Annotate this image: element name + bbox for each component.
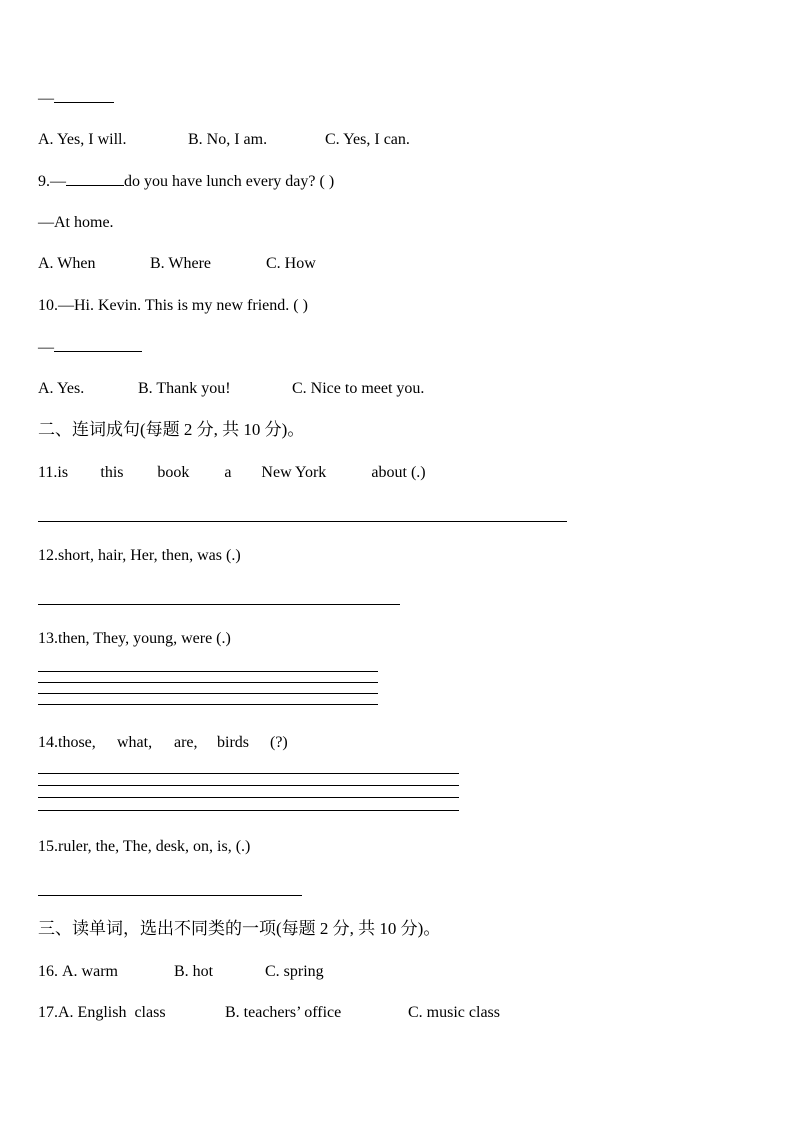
q8-option-c[interactable]: C. Yes, I can. xyxy=(325,131,410,148)
q13-answer-line[interactable] xyxy=(38,693,378,694)
q10-option-a[interactable]: A. Yes. xyxy=(38,380,85,397)
q16-number: 16. xyxy=(38,963,58,980)
q16-option-a[interactable]: A. warm xyxy=(62,963,118,980)
q10-question: 10.—Hi. Kevin. This is my new friend. ( ) xyxy=(38,297,308,314)
q8-options xyxy=(38,130,410,150)
q9-number: 9.— xyxy=(38,173,66,190)
q14-answer-line[interactable] xyxy=(38,773,459,774)
q12-answer-line[interactable] xyxy=(38,604,400,605)
q11-answer-line[interactable] xyxy=(38,521,567,522)
q11-word: is xyxy=(57,464,69,481)
q8-answer-line xyxy=(38,88,114,109)
q14-answer-line[interactable] xyxy=(38,785,459,786)
q11-word: this xyxy=(100,464,124,481)
q14-word: (?) xyxy=(270,734,288,751)
q8-answer-blank[interactable] xyxy=(54,88,114,103)
q13-answer-line[interactable] xyxy=(38,704,378,705)
q14-word: what, xyxy=(117,734,153,751)
q12-question: 12.short, hair, Her, then, was (.) xyxy=(38,547,241,564)
q9-option-a[interactable]: A. When xyxy=(38,255,96,272)
q17-option-a[interactable]: A. English class xyxy=(58,1004,166,1021)
q9-question xyxy=(38,171,334,192)
q8-option-b[interactable]: B. No, I am. xyxy=(188,131,268,148)
q16-option-c[interactable]: C. spring xyxy=(265,963,324,980)
q17-option-b[interactable]: B. teachers’ office xyxy=(225,1004,342,1021)
q11-number: 11. xyxy=(38,464,58,481)
q14-number: 14. xyxy=(38,734,58,751)
q15-answer-line[interactable] xyxy=(38,895,302,896)
section3-title: 三、读单词，选出不同类的一项(每题 2 分, 共 10 分)。 xyxy=(38,919,441,938)
q14-word: birds xyxy=(217,734,249,751)
q10-answer-dash: — xyxy=(38,339,54,356)
q17-question xyxy=(38,1003,500,1023)
q11-word: New York xyxy=(261,464,327,481)
q13-answer-line[interactable] xyxy=(38,682,378,683)
q9-text: do you have lunch every day? ( ) xyxy=(124,173,335,190)
q9-option-b[interactable]: B. Where xyxy=(150,255,212,272)
q14-answer-line[interactable] xyxy=(38,797,459,798)
q14-word: are, xyxy=(174,734,198,751)
q9-option-c[interactable]: C. How xyxy=(266,255,316,272)
section2-title: 二、连词成句(每题 2 分, 共 10 分)。 xyxy=(38,420,305,439)
q14-answer-line[interactable] xyxy=(38,810,459,811)
q8-option-a[interactable]: A. Yes, I will. xyxy=(38,131,127,148)
q15-question: 15.ruler, the, The, desk, on, is, (.) xyxy=(38,838,251,855)
q9-reply: —At home. xyxy=(38,214,114,231)
q11-word: about (.) xyxy=(371,464,426,481)
q10-answer-blank[interactable] xyxy=(54,337,142,352)
q10-option-c[interactable]: C. Nice to meet you. xyxy=(292,380,425,397)
q11-question xyxy=(38,463,426,483)
q17-number: 17. xyxy=(38,1004,58,1021)
q11-word: a xyxy=(224,464,232,481)
q13-question: 13.then, They, young, were (.) xyxy=(38,630,231,647)
q13-answer-line[interactable] xyxy=(38,671,378,672)
q9-blank[interactable] xyxy=(66,171,124,186)
q16-question xyxy=(38,962,324,982)
q8-answer-dash: — xyxy=(38,90,54,107)
q10-options xyxy=(38,379,424,399)
q14-word: those, xyxy=(58,734,96,751)
q14-question xyxy=(38,733,288,753)
q16-option-b[interactable]: B. hot xyxy=(174,963,214,980)
q17-option-c[interactable]: C. music class xyxy=(408,1004,500,1021)
q9-options xyxy=(38,254,316,274)
q11-word: book xyxy=(157,464,190,481)
q10-answer-line xyxy=(38,337,142,358)
q10-option-b[interactable]: B. Thank you! xyxy=(138,380,231,397)
